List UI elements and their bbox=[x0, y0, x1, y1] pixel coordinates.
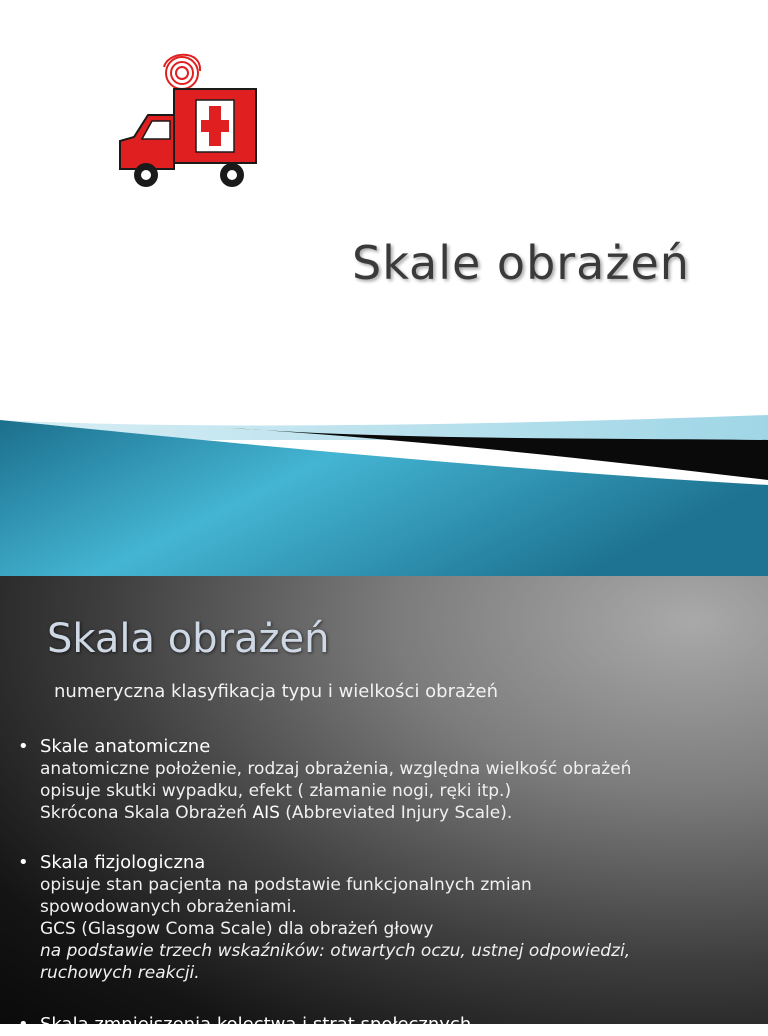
section-body: opisuje stan pacjenta na podstawie funkcjonalnych zmian spowodowanych obrażeniami. GCS (Glasgow Coma Scale) dla obrażeń głowy na podstawie trzech wskaźników: otwartych oczu, ustnej odpowiedzi, ruchowych reakcji. bbox=[40, 875, 631, 983]
slide-title: Skale obrażeń bbox=[352, 236, 690, 290]
section-anatomical bbox=[16, 736, 728, 824]
section-physiological bbox=[16, 852, 728, 984]
section-heading: • Skale anatomiczne bbox=[18, 736, 211, 757]
section-body: anatomiczne położenie, rodzaj obrażenia, względna wielkość obrażeń opisuje skutki wypadku, efekt ( złamanie nogi, ręki itp.) Skrócona Skala Obrażeń AIS (Abbreviated Injury Scale). bbox=[40, 759, 632, 823]
section-heading: • Skala zmniejszenia kolectwa i strat społecznych bbox=[18, 1014, 472, 1035]
content-title: Skala obrażeń bbox=[47, 616, 330, 662]
bullet-icon: • bbox=[18, 1014, 29, 1035]
gcs-label: GCS bbox=[40, 919, 76, 939]
ais-label: AIS bbox=[252, 803, 280, 823]
section-social bbox=[16, 1014, 728, 1036]
bullet-icon: • bbox=[18, 852, 29, 873]
bullet-icon: • bbox=[18, 736, 29, 757]
content-subtitle: numeryczna klasyfikacja typu i wielkości obrażeń bbox=[54, 681, 498, 702]
section-heading: • Skala fizjologiczna bbox=[18, 852, 206, 873]
content-slide bbox=[0, 576, 768, 1035]
